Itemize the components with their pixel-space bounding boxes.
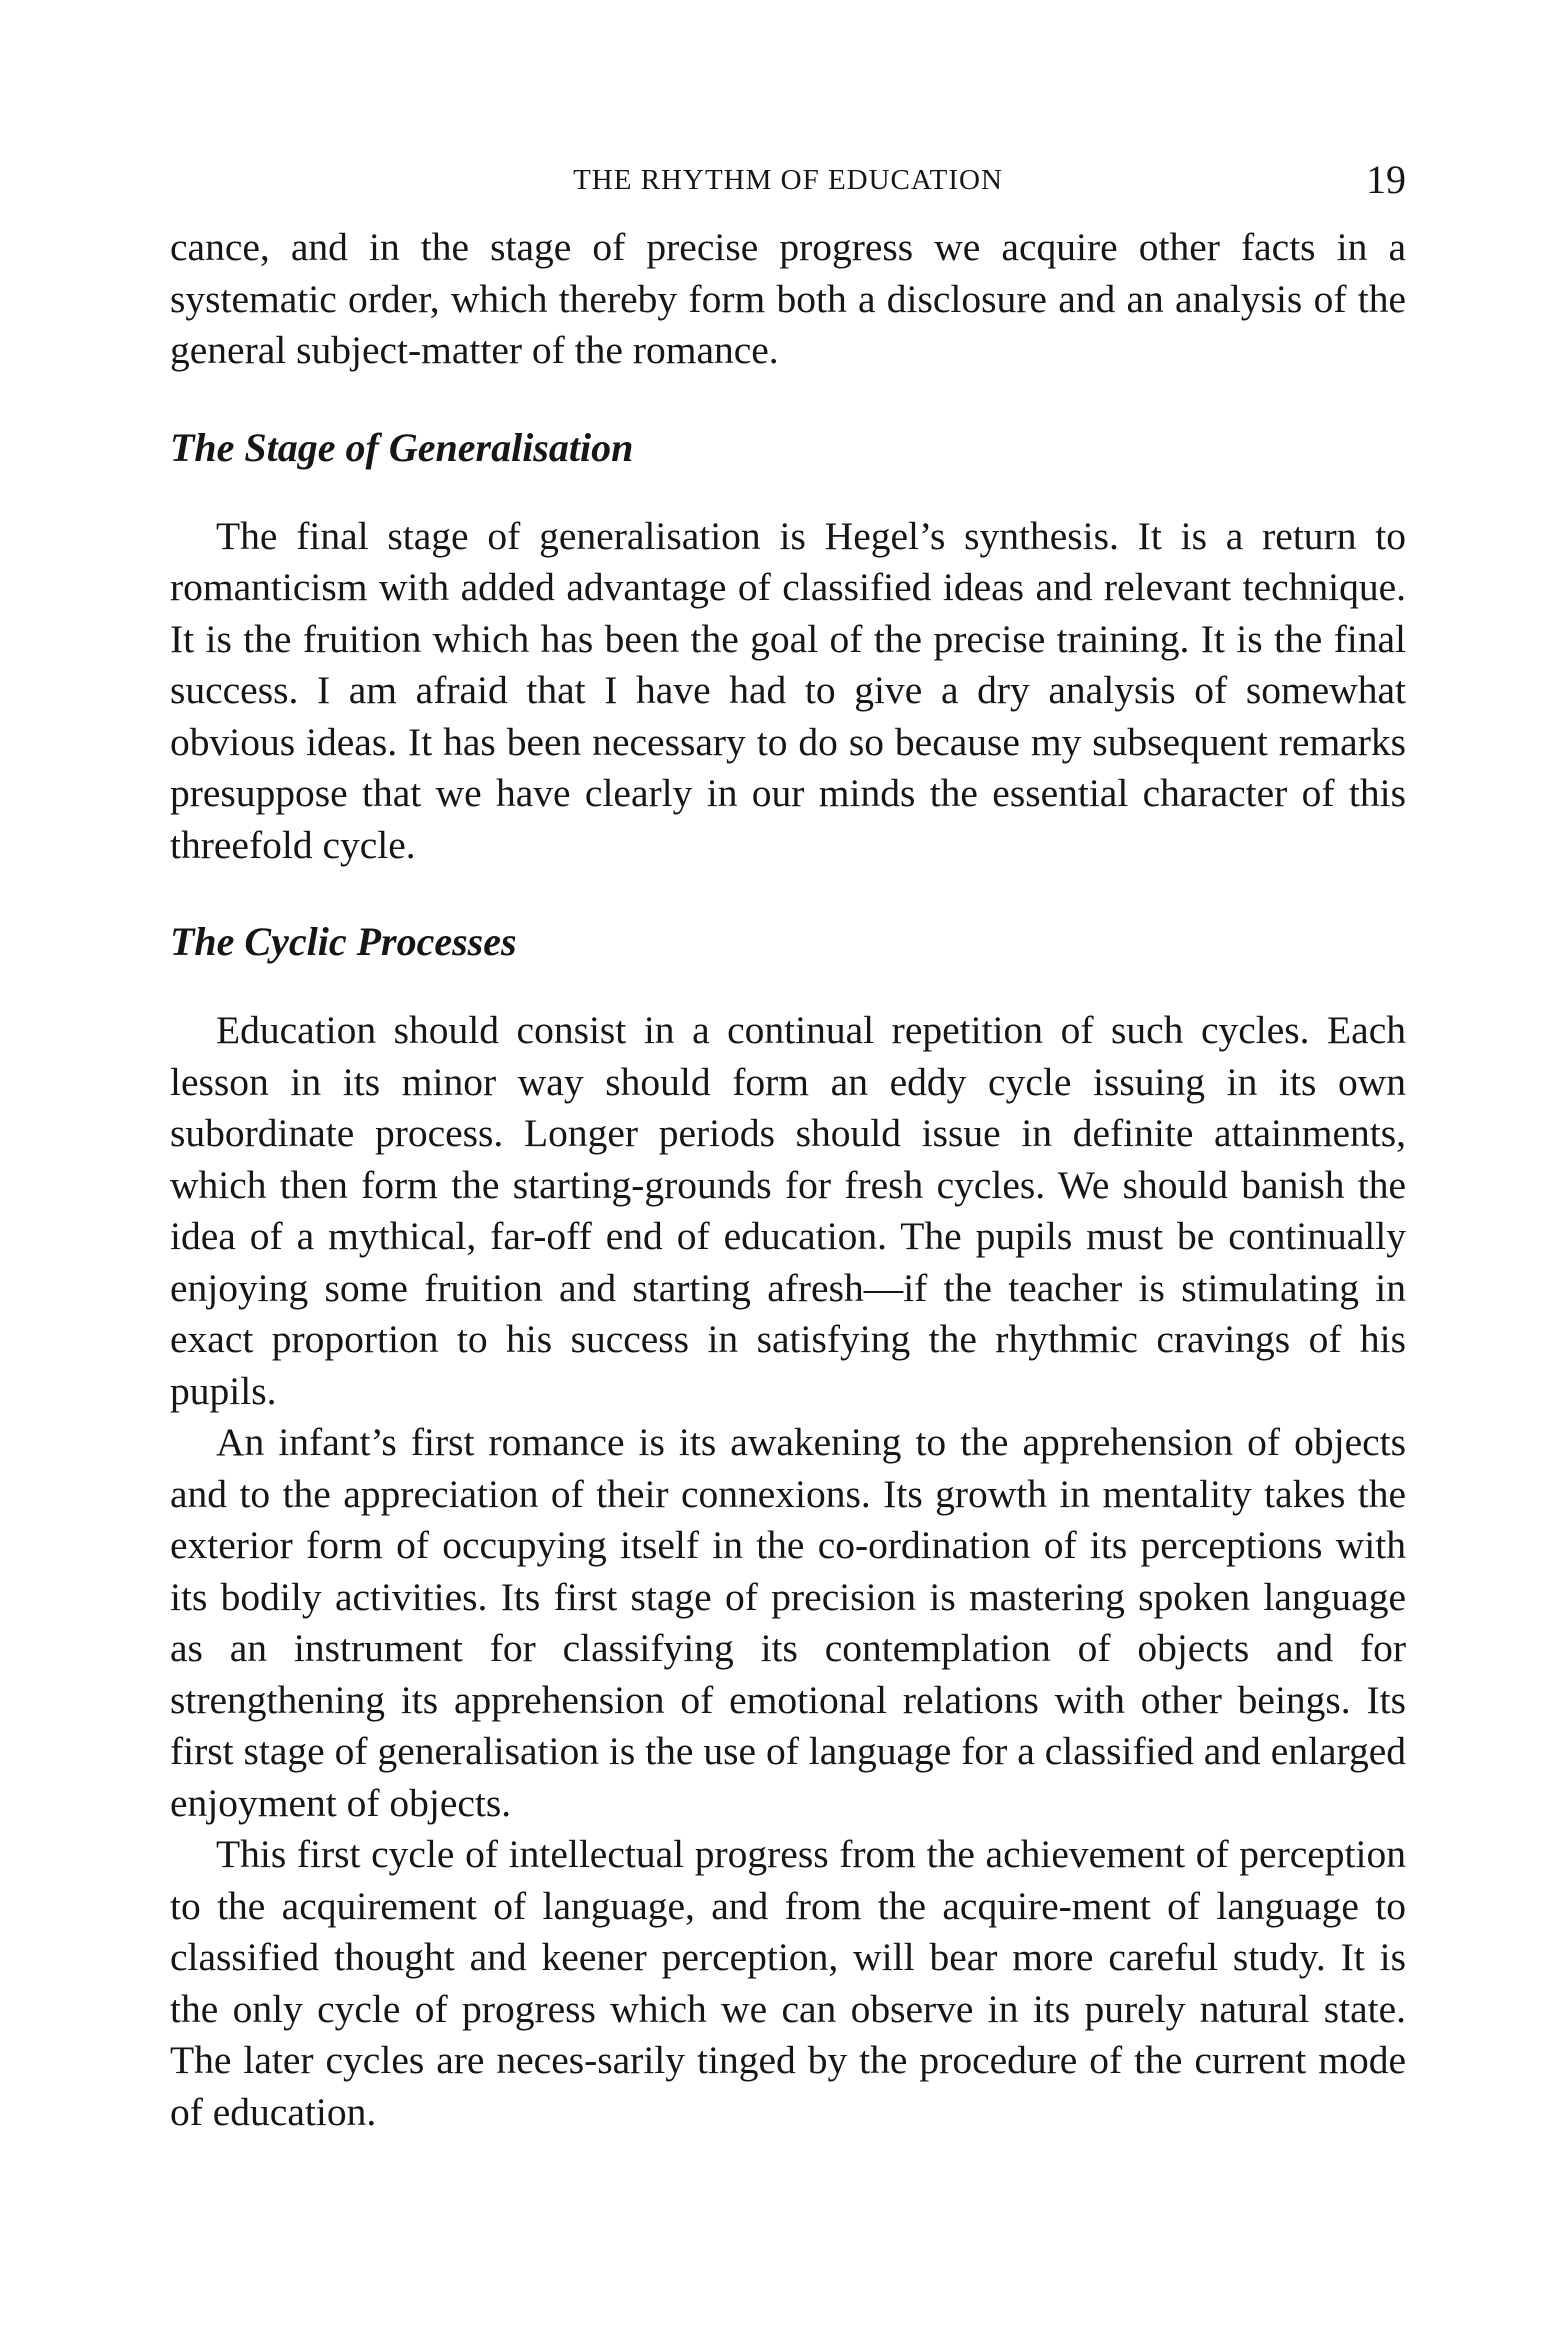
section-heading-generalisation: The Stage of Generalisation xyxy=(170,424,634,470)
running-title: THE RHYTHM OF EDUCATION xyxy=(573,164,1003,196)
paragraph-cyclic-1: Education should consist in a continual repetition of such cycles. Each lesson in its minor way should form an eddy cycle issuing in its own subordinate process. Longer periods should issue in definite attainments, which then form the starting-grounds for fresh cycles. We should banish the idea of a mythical, far-off end of education. The pupils must be continually enjoying some fruition and starting afresh—if the teacher is stimulating in exact proportion to his success in satisfying the rhythmic cravings of his pupils. xyxy=(170,1008,1406,1413)
body-text xyxy=(170,222,1406,2138)
paragraph-cyclic-2: An infant’s first romance is its awakening to the apprehension of objects and to the appreciation of their connexions. Its growth in mentality takes the exterior form of occupying itself in the co-ordination of its perceptions with its bodily activities. Its first stage of precision is mastering spoken language as an instrument for classifying its contemplation of objects and for strengthening its apprehension of emotional relations with other beings. Its first stage of generalisation is the use of language for a classified and enlarged enjoyment of objects. xyxy=(170,1420,1406,1825)
paragraph-cyclic-3: This first cycle of intellectual progress from the achievement of perception to the acquirement of language, and from the acquire-ment of language to classified thought and keener perception, will bear more careful study. It is the only cycle of progress which we can observe in its purely natural state. The later cycles are neces-sarily tinged by the procedure of the current mode of education. xyxy=(170,1832,1406,2134)
paragraph-continued: cance, and in the stage of precise progress we acquire other facts in a systematic order, which thereby form both a disclosure and an analysis of the general subject-matter of the romance. xyxy=(170,225,1406,372)
running-head xyxy=(170,158,1406,206)
paragraph-generalisation: The final stage of generalisation is Hegel’s synthesis. It is a return to romanticism with added advantage of classified ideas and relevant technique. It is the fruition which has been the goal of the precise training. It is the final success. I am afraid that I have had to give a dry analysis of somewhat obvious ideas. It has been necessary to do so because my subsequent remarks presuppose that we have clearly in our minds the essential character of this threefold cycle. xyxy=(170,513,1406,867)
section-heading-cyclic-processes: The Cyclic Processes xyxy=(170,919,517,964)
page-number: 19 xyxy=(1366,157,1406,202)
